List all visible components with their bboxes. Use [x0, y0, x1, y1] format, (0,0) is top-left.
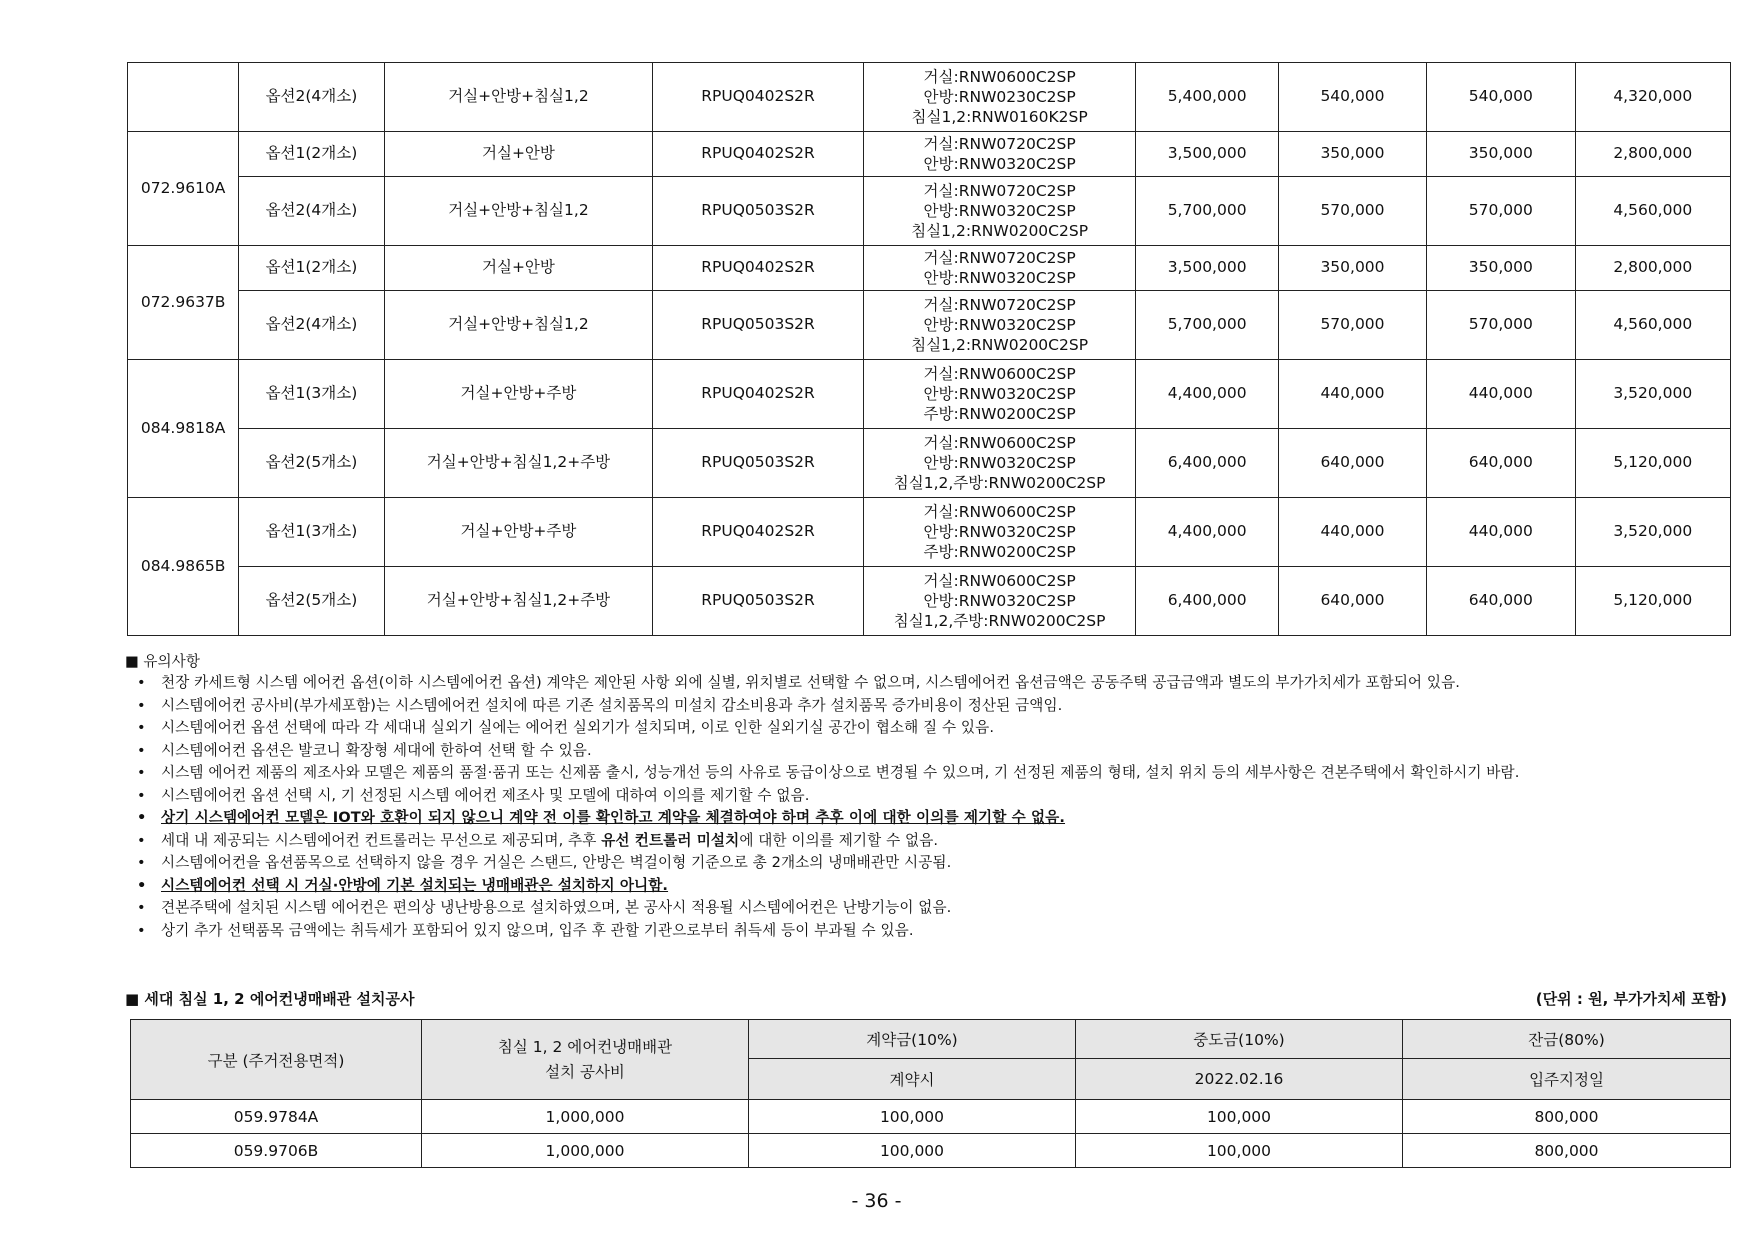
indoor-unit-line: 침실1,2:RNW0160K2SP [911, 108, 1088, 126]
table-row [128, 360, 1731, 429]
category-header: 구분 (주거전용면적) [131, 1020, 422, 1100]
outdoor-unit-cell: RPUQ0402S2R [653, 132, 864, 177]
note-text: 시스템 에어컨 제품의 제조사와 모델은 제품의 품절·품귀 또는 신제품 출시, 성능개선 등의 사유로 동급이상으로 변경될 수 있으며, 기 선정된 제품의 형태, 설치 위치 등의 세부사항은 견본주택에서 확인하시기 바람. [161, 764, 1520, 781]
price-cell: 5,700,000 [1136, 291, 1278, 360]
balance-cell: 2,800,000 [1575, 246, 1730, 291]
indoor-unit-line: 안방:RNW0320C2SP [923, 269, 1076, 287]
cost-header-line: 설치 공사비 [545, 1062, 625, 1081]
unit-type-cell [128, 63, 239, 132]
rooms-cell: 거실+안방+주방 [384, 498, 653, 567]
price-cell: 3,500,000 [1136, 246, 1278, 291]
outdoor-unit-cell: RPUQ0503S2R [653, 567, 864, 636]
indoor-unit-line: 거실:RNW0720C2SP [923, 182, 1076, 200]
outdoor-unit-cell: RPUQ0402S2R [653, 63, 864, 132]
unit-type-cell: 059.9706B [131, 1134, 422, 1168]
note-text: 시스템에어컨 옵션 선택에 따라 각 세대내 실외기 실에는 에어컨 실외기가 설치되며, 이로 인한 실외기실 공간이 협소해 질 수 있음. [161, 719, 995, 736]
note-text: 견본주택에 설치된 시스템 에어컨은 편의상 냉난방용으로 설치하였으며, 본 공사시 적용될 시스템에어컨은 난방기능이 없음. [161, 899, 952, 916]
interim-cell: 100,000 [1076, 1100, 1403, 1134]
indoor-unit-line: 거실:RNW0600C2SP [923, 365, 1076, 383]
rooms-cell: 거실+안방+침실1,2 [384, 291, 653, 360]
indoor-unit-line: 주방:RNW0200C2SP [923, 543, 1076, 561]
unit-type-cell: 072.9610A [128, 132, 239, 246]
unit-type-cell: 084.9818A [128, 360, 239, 498]
balance-cell: 5,120,000 [1575, 567, 1730, 636]
price-cell: 5,400,000 [1136, 63, 1278, 132]
option-cell: 옵션2(4개소) [239, 177, 384, 246]
deposit-cell: 640,000 [1278, 567, 1426, 636]
deposit-cell: 440,000 [1278, 498, 1426, 567]
option-cell: 옵션2(5개소) [239, 429, 384, 498]
indoor-unit-cell [863, 567, 1136, 636]
option-cell: 옵션1(2개소) [239, 132, 384, 177]
bullet-icon: • [137, 809, 147, 826]
bullet-icon: • [137, 786, 146, 804]
indoor-unit-line: 침실1,2:RNW0200C2SP [911, 222, 1089, 240]
unit-type-cell: 072.9637B [128, 246, 239, 360]
indoor-unit-line: 거실:RNW0600C2SP [923, 503, 1076, 521]
table-row [128, 291, 1731, 360]
bullet-icon: • [137, 764, 146, 781]
interim-cell: 570,000 [1427, 177, 1575, 246]
deposit-header: 계약금(10%) [749, 1020, 1076, 1059]
indoor-unit-cell [863, 291, 1136, 360]
rooms-cell: 거실+안방 [384, 246, 653, 291]
outdoor-unit-cell: RPUQ0402S2R [653, 246, 864, 291]
indoor-unit-line: 거실:RNW0600C2SP [923, 572, 1076, 590]
interim-header: 중도금(10%) [1076, 1020, 1403, 1059]
balance-cell: 4,560,000 [1575, 177, 1730, 246]
rooms-cell: 거실+안방 [384, 132, 653, 177]
table-row [128, 246, 1731, 291]
note-item [125, 785, 1745, 808]
indoor-unit-line: 안방:RNW0320C2SP [923, 385, 1076, 403]
note-text: 상기 시스템에어컨 모델은 IOT와 호환이 되지 않으니 계약 전 이를 확인하고 계약을 체결하여야 하며 추후 이에 대한 이의를 제기할 수 없음. [161, 809, 1066, 826]
note-text: 세대 내 제공되는 시스템에어컨 컨트롤러는 무선으로 제공되며, 추후 [161, 831, 602, 849]
cost-header-line: 침실 1, 2 에어컨냉매배관 [497, 1037, 673, 1056]
price-cell: 6,400,000 [1136, 567, 1278, 636]
balance-cell: 4,320,000 [1575, 63, 1730, 132]
interim-cell: 350,000 [1427, 246, 1575, 291]
bullet-icon: • [137, 719, 146, 736]
indoor-unit-line: 침실1,2:RNW0200C2SP [911, 336, 1089, 354]
indoor-unit-cell [863, 246, 1136, 291]
rooms-cell: 거실+안방+침실1,2 [384, 63, 653, 132]
interim-subheader: 2022.02.16 [1076, 1059, 1403, 1100]
indoor-unit-cell [863, 177, 1136, 246]
balance-cell: 4,560,000 [1575, 291, 1730, 360]
system-aircon-option-table [127, 62, 1731, 636]
note-emphasis: 유선 컨트롤러 미설치 [601, 831, 740, 849]
price-cell: 4,400,000 [1136, 360, 1278, 429]
cost-cell: 1,000,000 [422, 1100, 749, 1134]
header-row [131, 1020, 1731, 1059]
note-text: 시스템에어컨 옵션은 발코니 확장형 세대에 한하여 선택 할 수 있음. [161, 741, 592, 759]
indoor-unit-line: 거실:RNW0720C2SP [923, 249, 1076, 267]
note-text: 시스템에어컨 공사비(부가세포함)는 시스템에어컨 설치에 따른 기존 설치품목의 미설치 감소비용과 추가 설치품목 증가비용이 정산된 금액임. [161, 696, 1063, 714]
price-cell: 3,500,000 [1136, 132, 1278, 177]
indoor-unit-cell [863, 132, 1136, 177]
note-item [125, 762, 1745, 785]
balance-cell: 2,800,000 [1575, 132, 1730, 177]
note-text: 시스템에어컨 선택 시 거실·안방에 기본 설치되는 냉매배관은 설치하지 아니함. [161, 876, 669, 894]
deposit-cell: 440,000 [1278, 360, 1426, 429]
table-row [128, 567, 1731, 636]
deposit-cell: 350,000 [1278, 246, 1426, 291]
note-text: 천장 카세트형 시스템 에어컨 옵션(이하 시스템에어컨 옵션) 계약은 제안된 사항 외에 실별, 위치별로 선택할 수 없으며, 시스템에어컨 옵션금액은 공동주택 공급금액과 별도의 부가가치세가 포함되어 있음. [161, 674, 1461, 691]
note-text: 에 대한 이의를 제기할 수 없음. [739, 831, 939, 849]
note-item [125, 852, 1745, 875]
price-cell: 4,400,000 [1136, 498, 1278, 567]
indoor-unit-line: 안방:RNW0320C2SP [923, 454, 1076, 472]
rooms-cell: 거실+안방+침실1,2+주방 [384, 567, 653, 636]
bullet-icon: • [137, 831, 146, 849]
deposit-cell: 100,000 [749, 1134, 1076, 1168]
balance-subheader: 입주지정일 [1403, 1059, 1731, 1100]
outdoor-unit-cell: RPUQ0402S2R [653, 360, 864, 429]
note-item [125, 672, 1745, 695]
indoor-unit-line: 안방:RNW0320C2SP [923, 316, 1076, 334]
price-cell: 5,700,000 [1136, 177, 1278, 246]
indoor-unit-line: 거실:RNW0720C2SP [923, 135, 1076, 153]
option-cell: 옵션2(4개소) [239, 63, 384, 132]
outdoor-unit-cell: RPUQ0402S2R [653, 498, 864, 567]
deposit-cell: 640,000 [1278, 429, 1426, 498]
note-item [125, 740, 1745, 763]
note-text: 시스템에어컨 옵션 선택 시, 기 선정된 시스템 에어컨 제조사 및 모델에 대하여 이의를 제기할 수 없음. [161, 786, 810, 804]
unit-type-cell: 084.9865B [128, 498, 239, 636]
outdoor-unit-cell: RPUQ0503S2R [653, 291, 864, 360]
option-cell: 옵션1(2개소) [239, 246, 384, 291]
table-row [131, 1100, 1731, 1134]
cost-header [422, 1020, 749, 1100]
bullet-icon: • [137, 876, 147, 894]
unit-note: (단위 : 원, 부가가치세 포함) [1535, 990, 1727, 1008]
interim-cell: 440,000 [1427, 360, 1575, 429]
refrigerant-pipe-install-table [130, 1019, 1731, 1168]
deposit-subheader: 계약시 [749, 1059, 1076, 1100]
note-item [125, 717, 1745, 740]
rooms-cell: 거실+안방+침실1,2+주방 [384, 429, 653, 498]
price-cell: 6,400,000 [1136, 429, 1278, 498]
note-item [125, 875, 1745, 898]
notes-section [125, 652, 1745, 942]
indoor-unit-line: 안방:RNW0230C2SP [923, 88, 1076, 106]
bullet-icon: • [137, 899, 146, 916]
deposit-cell: 570,000 [1278, 291, 1426, 360]
balance-header: 잔금(80%) [1403, 1020, 1731, 1059]
interim-cell: 640,000 [1427, 567, 1575, 636]
balance-cell: 3,520,000 [1575, 498, 1730, 567]
indoor-unit-cell [863, 360, 1136, 429]
table-row [128, 498, 1731, 567]
balance-cell: 800,000 [1403, 1134, 1731, 1168]
balance-cell: 800,000 [1403, 1100, 1731, 1134]
option-cell: 옵션1(3개소) [239, 360, 384, 429]
indoor-unit-line: 침실1,2,주방:RNW0200C2SP [893, 612, 1106, 630]
indoor-unit-line: 안방:RNW0320C2SP [923, 155, 1076, 173]
option-cell: 옵션2(4개소) [239, 291, 384, 360]
interim-cell: 540,000 [1427, 63, 1575, 132]
indoor-unit-line: 안방:RNW0320C2SP [923, 202, 1076, 220]
indoor-unit-line: 거실:RNW0720C2SP [923, 296, 1076, 314]
indoor-unit-line: 안방:RNW0320C2SP [923, 592, 1076, 610]
bullet-icon: • [137, 741, 146, 759]
indoor-unit-cell [863, 429, 1136, 498]
outdoor-unit-cell: RPUQ0503S2R [653, 177, 864, 246]
deposit-cell: 100,000 [749, 1100, 1076, 1134]
unit-type-cell: 059.9784A [131, 1100, 422, 1134]
notes-list [125, 672, 1745, 942]
bullet-icon: • [137, 921, 146, 939]
interim-cell: 350,000 [1427, 132, 1575, 177]
note-text: 시스템에어컨을 옵션품목으로 선택하지 않을 경우 거실은 스탠드, 안방은 벽걸이형 기준으로 총 2개소의 냉매배관만 시공됨. [161, 854, 952, 871]
page-number: - 36 - [851, 1190, 902, 1212]
note-item [125, 830, 1745, 853]
interim-cell: 100,000 [1076, 1134, 1403, 1168]
table-row [128, 63, 1731, 132]
note-item [125, 695, 1745, 718]
table-row [128, 132, 1731, 177]
notes-title: ■ 유의사항 [125, 653, 200, 670]
bullet-icon: • [137, 674, 146, 691]
indoor-unit-line: 주방:RNW0200C2SP [923, 405, 1076, 423]
option-cell: 옵션2(5개소) [239, 567, 384, 636]
interim-cell: 570,000 [1427, 291, 1575, 360]
deposit-cell: 570,000 [1278, 177, 1426, 246]
indoor-unit-line: 침실1,2,주방:RNW0200C2SP [893, 474, 1106, 492]
option-cell: 옵션1(3개소) [239, 498, 384, 567]
table-row [128, 429, 1731, 498]
deposit-cell: 350,000 [1278, 132, 1426, 177]
deposit-cell: 540,000 [1278, 63, 1426, 132]
indoor-unit-cell [863, 498, 1136, 567]
bullet-icon: • [137, 696, 146, 714]
outdoor-unit-cell: RPUQ0503S2R [653, 429, 864, 498]
balance-cell: 3,520,000 [1575, 360, 1730, 429]
indoor-unit-line: 거실:RNW0600C2SP [923, 434, 1076, 452]
bullet-icon: • [137, 854, 146, 871]
interim-cell: 640,000 [1427, 429, 1575, 498]
indoor-unit-line: 거실:RNW0600C2SP [923, 68, 1076, 86]
table-row [128, 177, 1731, 246]
note-text: 상기 추가 선택품목 금액에는 취득세가 포함되어 있지 않으며, 입주 후 관할 기관으로부터 취득세 등이 부과될 수 있음. [161, 921, 914, 939]
cost-cell: 1,000,000 [422, 1134, 749, 1168]
indoor-unit-line: 안방:RNW0320C2SP [923, 523, 1076, 541]
note-item [125, 807, 1745, 830]
indoor-unit-cell [863, 63, 1136, 132]
rooms-cell: 거실+안방+주방 [384, 360, 653, 429]
section-title: ■ 세대 침실 1, 2 에어컨냉매배관 설치공사 [125, 990, 415, 1008]
note-item [125, 920, 1745, 943]
table-row [131, 1134, 1731, 1168]
note-item [125, 897, 1745, 920]
rooms-cell: 거실+안방+침실1,2 [384, 177, 653, 246]
interim-cell: 440,000 [1427, 498, 1575, 567]
balance-cell: 5,120,000 [1575, 429, 1730, 498]
